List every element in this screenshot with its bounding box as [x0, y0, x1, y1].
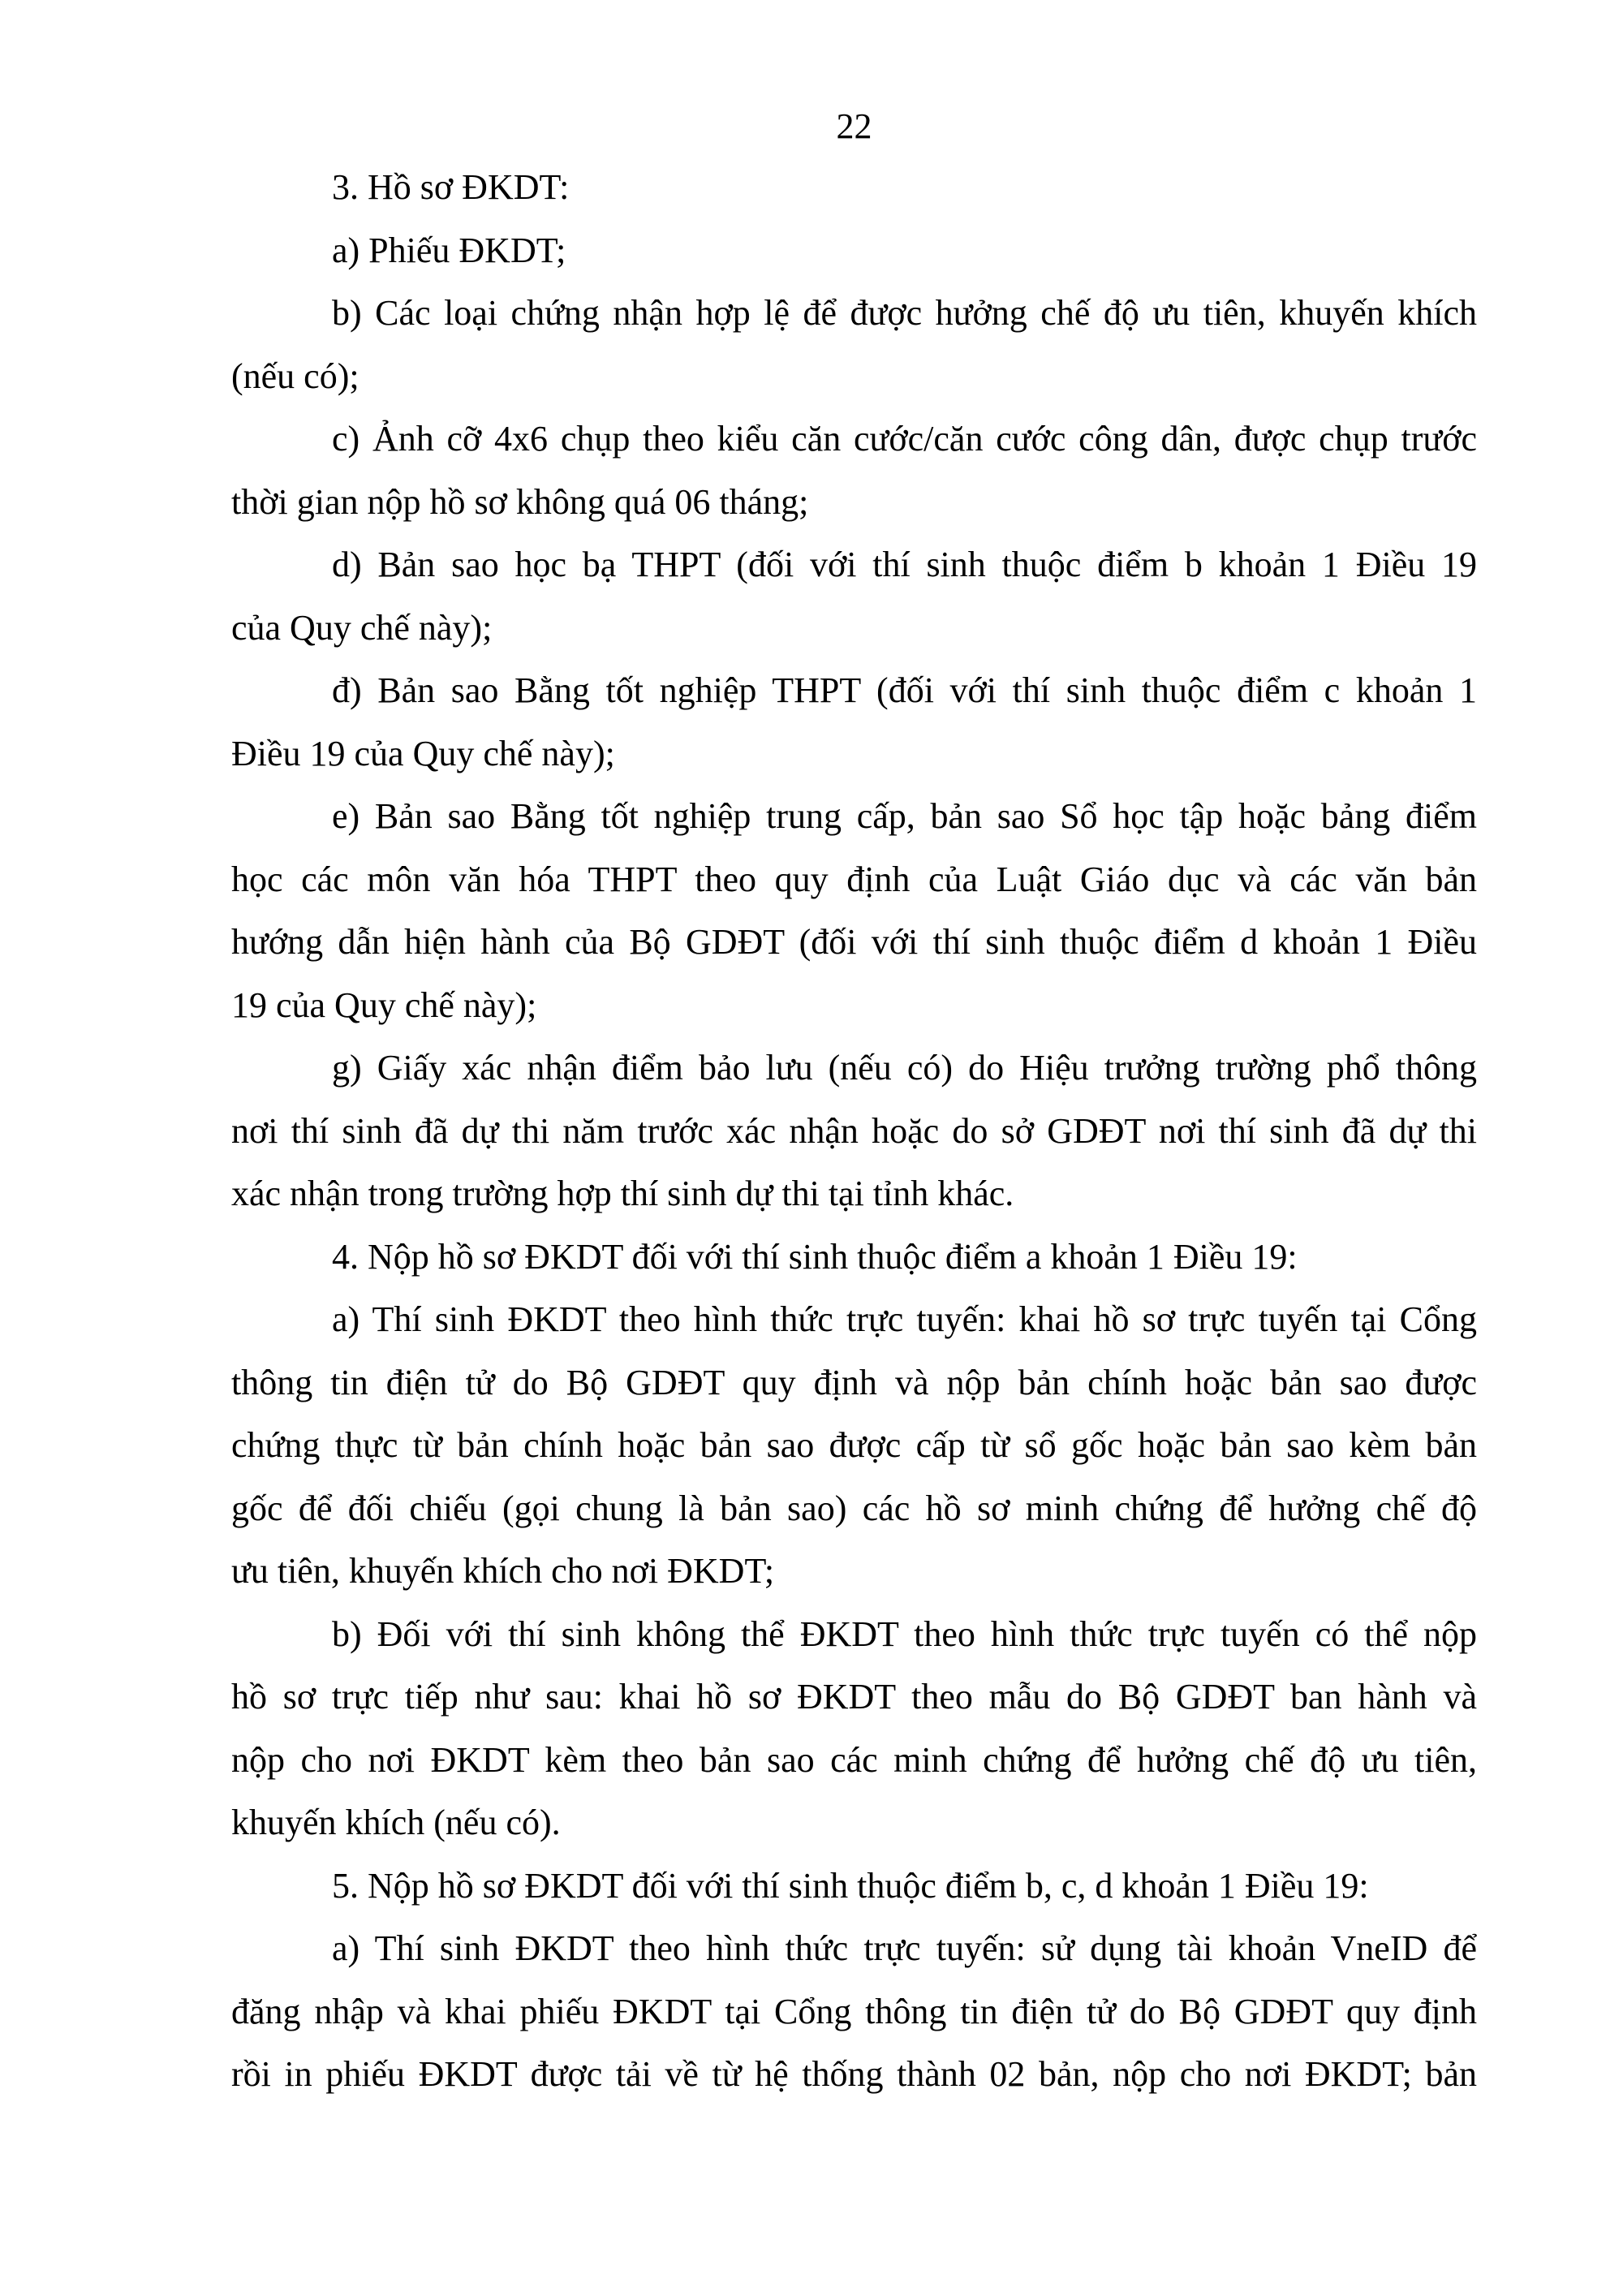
paragraph	[231, 407, 1477, 533]
text-line: Điều 19 của Quy chế này);	[231, 733, 615, 773]
text-line: hướng dẫn hiện hành của Bộ GDĐT (đối với thí sinh thuộc điểm d khoản 1 Điều	[231, 922, 1477, 962]
paragraph	[231, 1036, 1477, 1226]
paragraph	[231, 659, 1477, 785]
paragraph	[231, 533, 1477, 659]
text-line: xác nhận trong trường hợp thí sinh dự thi tại tỉnh khác.	[231, 1174, 1014, 1213]
text-line: 5. Nộp hồ sơ ĐKDT đối với thí sinh thuộc điểm b, c, d khoản 1 Điều 19:	[332, 1865, 1369, 1906]
paragraph	[231, 1917, 1477, 2106]
text-line: c) Ảnh cỡ 4x6 chụp theo kiểu căn cước/căn cước công dân, được chụp trước	[332, 419, 1477, 459]
paragraph	[231, 1854, 1477, 1918]
text-line: của Quy chế này);	[231, 607, 493, 648]
text-line: thời gian nộp hồ sơ không quá 06 tháng;	[231, 481, 809, 522]
text-line: 4. Nộp hồ sơ ĐKDT đối với thí sinh thuộc điểm a khoản 1 Điều 19:	[332, 1236, 1298, 1277]
text-line: nơi thí sinh đã dự thi năm trước xác nhận hoặc do sở GDĐT nơi thí sinh đã dự thi	[231, 1110, 1477, 1151]
text-line: g) Giấy xác nhận điểm bảo lưu (nếu có) do Hiệu trưởng trường phổ thông	[332, 1048, 1477, 1088]
text-line: a) Thí sinh ĐKDT theo hình thức trực tuyến: khai hồ sơ trực tuyến tại Cổng	[332, 1299, 1477, 1339]
text-line: đ) Bản sao Bằng tốt nghiệp THPT (đối với thí sinh thuộc điểm c khoản 1	[332, 670, 1477, 710]
text-line: 19 của Quy chế này);	[231, 984, 537, 1025]
text-line: b) Các loại chứng nhận hợp lệ để được hưởng chế độ ưu tiên, khuyến khích	[332, 293, 1477, 333]
paragraph	[231, 156, 1477, 219]
paragraph	[231, 282, 1477, 407]
paragraph	[231, 1288, 1477, 1603]
text-line: b) Đối với thí sinh không thể ĐKDT theo hình thức trực tuyến có thể nộp	[332, 1613, 1477, 1654]
paragraph	[231, 1226, 1477, 1289]
text-line: học các môn văn hóa THPT theo quy định của Luật Giáo dục và các văn bản	[231, 859, 1477, 899]
page-number: 22	[836, 106, 872, 146]
text-line: 3. Hồ sơ ĐKDT:	[332, 167, 570, 207]
text-line: khuyến khích (nếu có).	[231, 1803, 561, 1842]
text-line: đăng nhập và khai phiếu ĐKDT tại Cổng thông tin điện tử do Bộ GDĐT quy định	[231, 1991, 1477, 2031]
text-line: nộp cho nơi ĐKDT kèm theo bản sao các minh chứng để hưởng chế độ ưu tiên,	[231, 1739, 1477, 1780]
text-line: thông tin điện tử do Bộ GDĐT quy định và nộp bản chính hoặc bản sao được	[231, 1362, 1477, 1402]
paragraph	[231, 785, 1477, 1036]
page-body	[231, 156, 1477, 2106]
text-line: gốc để đối chiếu (gọi chung là bản sao) các hồ sơ minh chứng để hưởng chế độ	[231, 1488, 1477, 1528]
text-line: d) Bản sao học bạ THPT (đối với thí sinh thuộc điểm b khoản 1 Điều 19	[332, 545, 1477, 584]
text-line: e) Bản sao Bằng tốt nghiệp trung cấp, bản sao Sổ học tập hoặc bảng điểm	[332, 796, 1477, 836]
text-line: ưu tiên, khuyến khích cho nơi ĐKDT;	[231, 1551, 775, 1591]
text-line: chứng thực từ bản chính hoặc bản sao được cấp từ sổ gốc hoặc bản sao kèm bản	[231, 1425, 1477, 1465]
text-line: rồi in phiếu ĐKDT được tải về từ hệ thống thành 02 bản, nộp cho nơi ĐKDT; bản	[231, 2054, 1477, 2094]
paragraph	[231, 219, 1477, 282]
paragraph	[231, 1603, 1477, 1854]
text-line: (nếu có);	[231, 355, 359, 396]
text-line: hồ sơ trực tiếp như sau: khai hồ sơ ĐKDT theo mẫu do Bộ GDĐT ban hành và	[231, 1677, 1477, 1717]
text-line: a) Phiếu ĐKDT;	[332, 230, 566, 270]
text-line: a) Thí sinh ĐKDT theo hình thức trực tuyến: sử dụng tài khoản VneID để	[332, 1928, 1477, 1968]
